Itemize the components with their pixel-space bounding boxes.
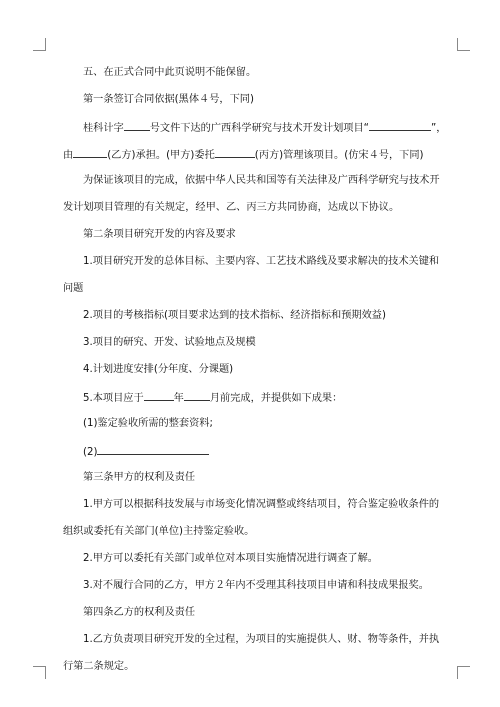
fill-blank-year[interactable] <box>144 390 174 401</box>
fill-blank-month[interactable] <box>184 390 210 401</box>
paragraph-line: 行第二条规定。 <box>63 661 135 672</box>
paragraph-line: 3.对不履行合同的乙方，甲方２年内不受理其科技项目申请和科技成果报奖。 <box>83 580 429 591</box>
text-fragment: ”， <box>430 123 447 134</box>
paragraph-line: (1)鉴定验收所需的整套资料; <box>83 418 213 429</box>
text-fragment: (2) <box>83 447 98 458</box>
text-fragment: 桂科计字 <box>83 123 124 134</box>
paragraph-line: 问题 <box>63 283 84 294</box>
paragraph-line: 2.项目的考核指标(项目要求达到的技术指标、经济指标和预期效益) <box>83 310 386 321</box>
text-fragment: 由 <box>63 150 74 161</box>
paragraph-line: 3.项目的研究、开发、试验地点及规模 <box>83 337 256 348</box>
article-1-heading: 第一条签订合同依据(黑体４号，下同) <box>83 94 254 105</box>
fill-blank-party-b[interactable] <box>73 147 107 158</box>
article-4-heading: 第四条乙方的权利及责任 <box>83 607 196 618</box>
paragraph-line: 发计划项目管理的有关规定，经甲、乙、丙三方共同协商，达成以下协议。 <box>63 202 400 213</box>
paragraph-line: 为保证该项目的完成，依据中华人民共和国等有关法律及广西科学研究与技术开 <box>83 175 440 186</box>
crop-mark-bottom-right <box>457 666 470 679</box>
paragraph-line: 1.项目研究开发的总体目标、主要内容、工艺技术路线及要求解决的技术关键和 <box>83 256 440 267</box>
text-fragment: 5.本项目应于 <box>83 393 144 404</box>
deadline-line <box>83 390 342 404</box>
text-fragment: 年 <box>173 393 184 404</box>
text-fragment: (丙方)管理该项目。(仿宋４号，下同) <box>254 150 424 161</box>
crop-mark-top-right <box>457 38 470 51</box>
paragraph-line: 1.甲方可以根据科技发展与市场变化情况调整或终结项目，符合鉴定验收条件的 <box>83 499 440 510</box>
crop-mark-bottom-left <box>33 666 46 679</box>
parties-line <box>63 147 424 161</box>
text-fragment: (乙方)承担。(甲方)委托 <box>107 150 215 161</box>
note-line: 五、在正式合同中此页说明不能保留。 <box>83 67 257 78</box>
paragraph-line: 组织或委托有关部门(单位)主持鉴定验收。 <box>63 526 255 537</box>
text-fragment: 月前完成，并提供如下成果： <box>209 393 343 404</box>
text-fragment: 号文件下达的广西科学研究与技术开发计划项目“ <box>149 123 369 134</box>
fill-blank-party-c[interactable] <box>215 147 255 158</box>
paragraph-line: 4.计划进度安排(分年度、分课题) <box>83 364 234 375</box>
article-3-heading: 第三条甲方的权利及责任 <box>83 472 196 483</box>
paragraph-line: 1.乙方负责项目研究开发的全过程，为项目的实施提供人、财、物等条件，并执 <box>83 634 440 645</box>
fill-blank-doc-number[interactable] <box>124 120 150 131</box>
article-2-heading: 第二条项目研究开发的内容及要求 <box>83 229 236 240</box>
project-source-line <box>83 120 446 134</box>
fill-blank-project-name[interactable] <box>369 120 431 131</box>
fill-blank-deliverable[interactable] <box>97 444 209 455</box>
crop-mark-top-left <box>33 38 46 51</box>
paragraph-line: 2.甲方可以委托有关部门或单位对本项目实施情况进行调查了解。 <box>83 553 378 564</box>
deliverable-2-line <box>83 444 209 458</box>
